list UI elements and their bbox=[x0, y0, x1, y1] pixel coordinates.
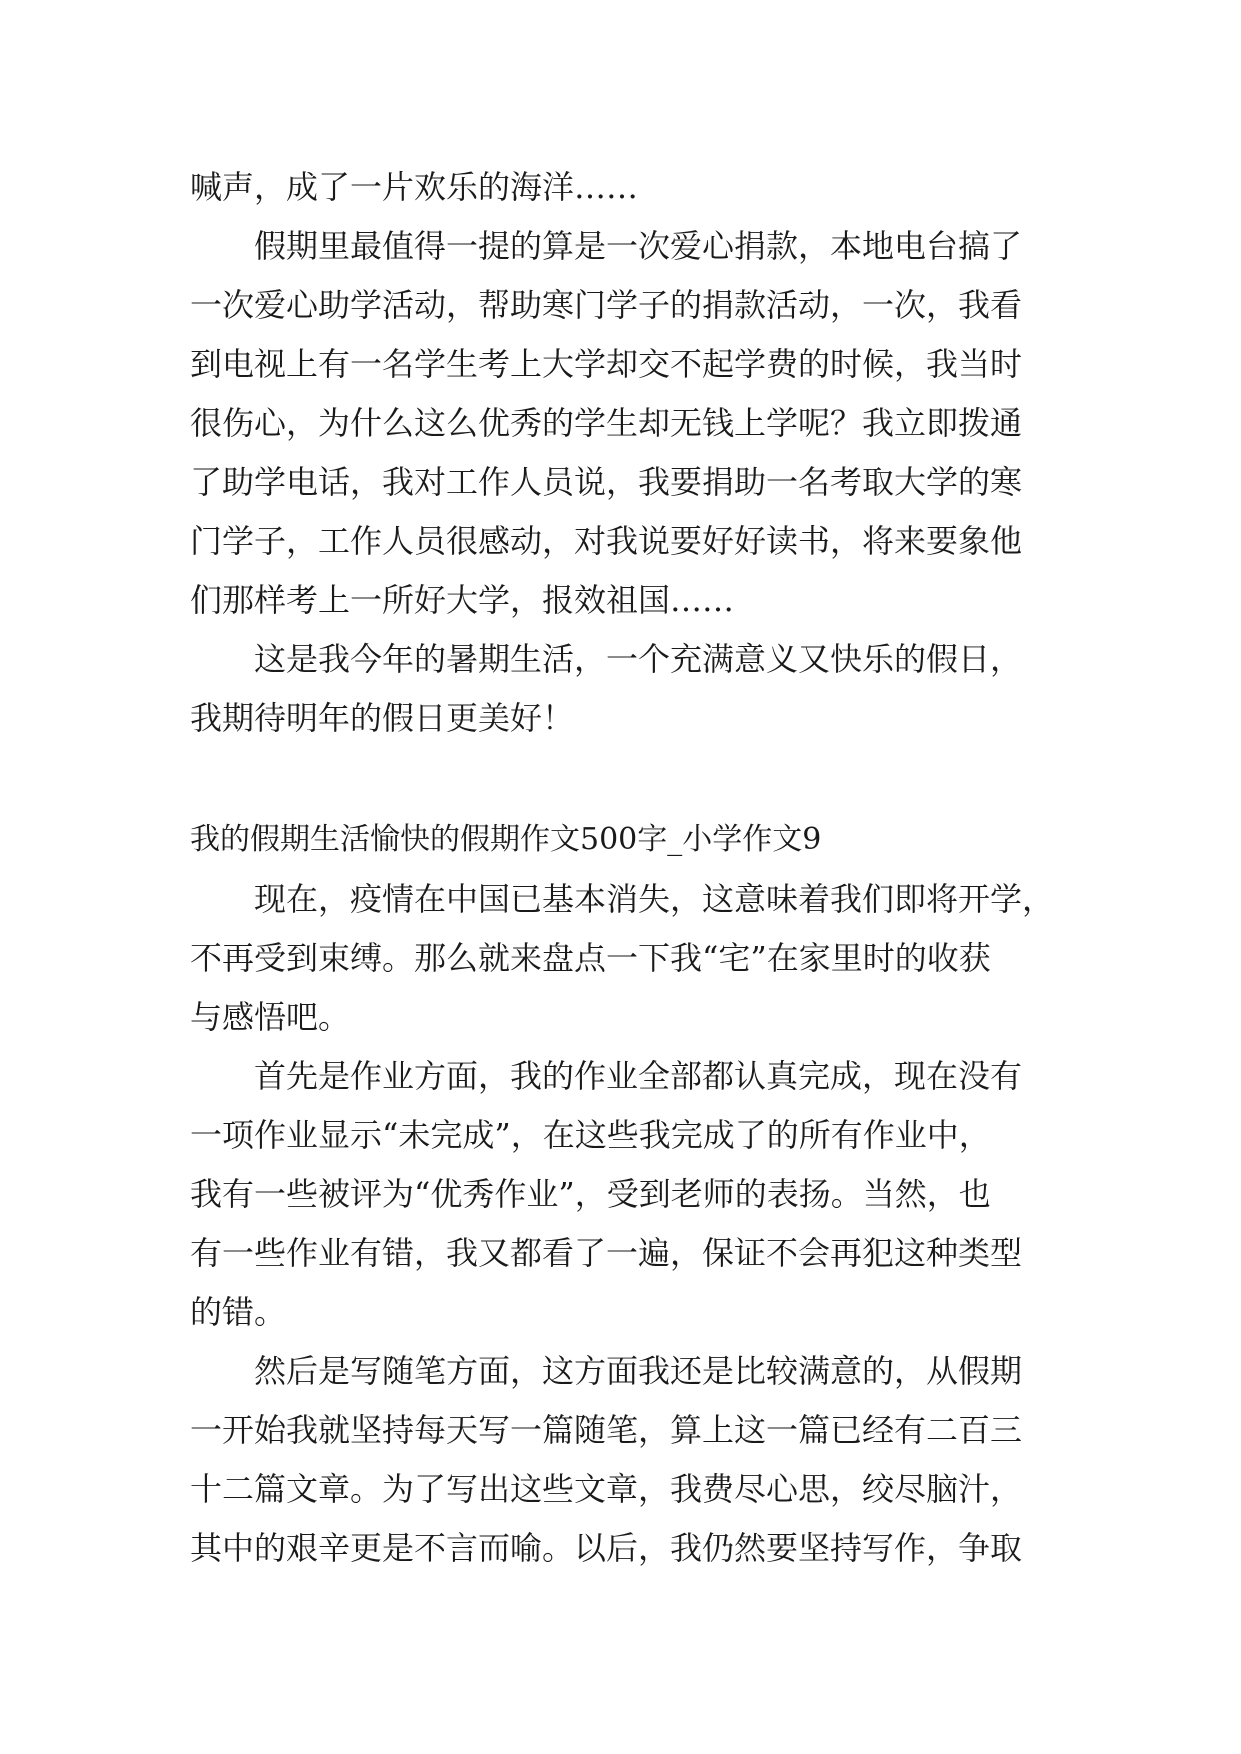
text-line: 十二篇文章。为了写出这些文章，我费尽心思，绞尽脑汁， bbox=[190, 1470, 1023, 1508]
text-line: 然后是写随笔方面，这方面我还是比较满意的，从假期 bbox=[190, 1352, 1023, 1390]
text-line: 不再受到束缚。那么就来盘点一下我“宅”在家里时的收获 bbox=[190, 939, 991, 977]
text-line: 现在，疫情在中国已基本消失，这意味着我们即将开学， bbox=[190, 880, 1055, 918]
text-line: 有一些作业有错，我又都看了一遍，保证不会再犯这种类型 bbox=[190, 1234, 1023, 1272]
text-line: 很伤心，为什么这么优秀的学生却无钱上学呢？我立即拨通 bbox=[190, 404, 1023, 442]
text-line: 我期待明年的假日更美好！ bbox=[190, 699, 575, 737]
text-line: 我有一些被评为“优秀作业”，受到老师的表扬。当然，也 bbox=[190, 1175, 991, 1213]
text-line: 其中的艰辛更是不言而喻。以后，我仍然要坚持写作，争取 bbox=[190, 1529, 1023, 1567]
text-line: 一开始我就坚持每天写一篇随笔，算上这一篇已经有二百三 bbox=[190, 1411, 1023, 1449]
text-line: 了助学电话，我对工作人员说，我要捐助一名考取大学的寒 bbox=[190, 463, 1023, 501]
text-line: 喊声，成了一片欢乐的海洋…… bbox=[190, 168, 639, 206]
text-line: 与感悟吧。 bbox=[190, 998, 351, 1036]
text-line: 一次爱心助学活动，帮助寒门学子的捐款活动，一次，我看 bbox=[190, 286, 1023, 324]
text-line: 到电视上有一名学生考上大学却交不起学费的时候，我当时 bbox=[190, 345, 1023, 383]
text-line: 假期里最值得一提的算是一次爱心捐款，本地电台搞了 bbox=[190, 227, 1023, 265]
text-line: 一项作业显示“未完成”，在这些我完成了的所有作业中， bbox=[190, 1116, 991, 1154]
text-line: 门学子，工作人员很感动，对我说要好好读书，将来要象他 bbox=[190, 522, 1023, 560]
text-line: 首先是作业方面，我的作业全部都认真完成，现在没有 bbox=[190, 1057, 1023, 1095]
text-line: 们那样考上一所好大学，报效祖国…… bbox=[190, 581, 735, 619]
text-line: 的错。 bbox=[190, 1293, 287, 1331]
text-line: 这是我今年的暑期生活，一个充满意义又快乐的假日， bbox=[190, 640, 1023, 678]
article-heading: 我的假期生活愉快的假期作文500字_小学作文9 bbox=[190, 822, 822, 857]
